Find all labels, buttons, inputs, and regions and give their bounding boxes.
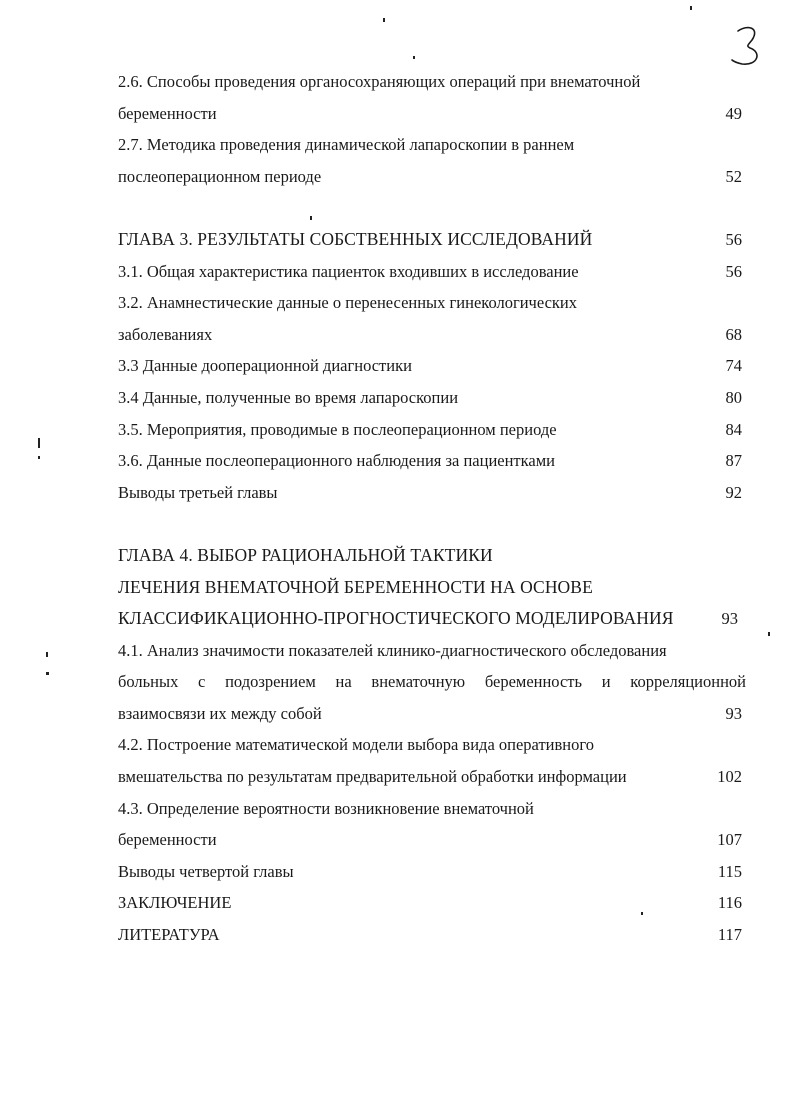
toc-entry-text: 4.1. Анализ значимости показателей клинико-диагностического обследования [118, 640, 667, 660]
toc-entry-4-1-cont [118, 666, 746, 698]
toc-page-number: 117 [717, 925, 742, 945]
handwritten-page-number [728, 22, 768, 72]
toc-entry-text: 3.6. Данные послеоперационного наблюдения за пациентками [118, 451, 556, 471]
toc-entry-2-7-cont [118, 161, 746, 193]
toc-entry-conclusions-4 [118, 856, 746, 888]
toc-entry-text: ЛИТЕРАТУРА [118, 925, 220, 945]
toc-page-number: 92 [725, 482, 742, 502]
toc-page-number: 93 [725, 703, 742, 723]
toc-chapter-title: ГЛАВА 4. ВЫБОР РАЦИОНАЛЬНОЙ ТАКТИКИ [118, 544, 493, 565]
toc-entry-3-4 [118, 382, 746, 414]
toc-page-number: 49 [725, 103, 742, 123]
toc-entry-4-3 [118, 793, 746, 825]
toc-entry-3-5 [118, 414, 746, 446]
toc-entry-text: Выводы четвертой главы [118, 861, 294, 881]
toc-entry-text: 4.2. Построение математической модели выбора вида оперативного [118, 735, 594, 755]
toc-chapter-3 [118, 224, 746, 256]
toc-page-number: 52 [725, 166, 742, 186]
toc-page-number: 102 [717, 767, 742, 787]
scan-speck [38, 438, 40, 448]
toc-entry-3-2 [118, 287, 746, 319]
toc-page-number: 116 [717, 893, 742, 913]
toc-entry-text: 3.1. Общая характеристика пациенток входивших в исследование [118, 261, 579, 281]
toc-entry-2-6-cont [118, 98, 746, 130]
scan-speck [768, 632, 770, 636]
toc-page-number: 56 [725, 229, 742, 249]
toc-entry-text: Выводы третьей главы [118, 482, 278, 502]
toc-entry-text: 2.7. Методика проведения динамической лапароскопии в раннем [118, 135, 575, 155]
toc-entry-4-2-cont [118, 761, 746, 793]
toc-entry-text: заболеваниях [118, 324, 213, 344]
toc-entry-3-1 [118, 256, 746, 288]
toc-entry-4-2 [118, 729, 746, 761]
toc-entry-4-3-cont [118, 824, 746, 856]
scan-speck [38, 456, 40, 459]
toc-entry-text: 2.6. Способы проведения органосохраняющих операций при внематочной [118, 72, 641, 91]
toc-entry-text: беременности [118, 830, 217, 850]
toc-entry-text: послеоперационном периоде [118, 166, 322, 186]
toc-page-number: 93 [721, 609, 738, 629]
scan-speck [383, 18, 385, 22]
spacer [118, 508, 746, 540]
toc-entry-2-6 [118, 66, 746, 98]
toc-entry-text: больных с подозрением на внематочную беременность и корреляционной [118, 672, 746, 692]
toc-entry-text: ЗАКЛЮЧЕНИЕ [118, 893, 232, 913]
toc-page-number: 107 [717, 830, 742, 850]
toc-entry-3-6 [118, 445, 746, 477]
toc-entry-2-7 [118, 129, 746, 161]
toc-entry-text: взаимосвязи их между собой [118, 703, 322, 723]
toc-chapter-4 [118, 540, 746, 572]
toc-entry-text: 3.3 Данные дооперационной диагностики [118, 356, 412, 376]
toc-chapter-4-cont [118, 572, 746, 604]
toc-entry-3-3 [118, 350, 746, 382]
toc-chapter-title: ГЛАВА 3. РЕЗУЛЬТАТЫ СОБСТВЕННЫХ ИССЛЕДОВАНИЙ [118, 228, 593, 249]
scan-speck [413, 56, 415, 59]
toc-entry-text: 3.4 Данные, полученные во время лапароскопии [118, 387, 459, 407]
toc-entry-literature [118, 919, 746, 951]
toc-entry-text: вмешательства по результатам предварительной обработки информации [118, 767, 627, 787]
toc-chapter-4-cont [118, 603, 746, 635]
toc-page-number: 56 [725, 261, 742, 281]
toc-page-number: 74 [725, 356, 742, 376]
toc-entry-text: беременности [118, 103, 217, 123]
toc-chapter-title: ЛЕЧЕНИЯ ВНЕМАТОЧНОЙ БЕРЕМЕННОСТИ НА ОСНОВЕ [118, 576, 593, 597]
toc-entry-4-1 [118, 635, 746, 667]
toc-entry-4-1-cont [118, 698, 746, 730]
table-of-contents [118, 66, 746, 951]
toc-entry-conclusion [118, 887, 746, 919]
toc-page-number: 68 [725, 324, 742, 344]
toc-page-number: 80 [725, 387, 742, 407]
spacer [118, 192, 746, 224]
toc-chapter-title: КЛАССИФИКАЦИОННО-ПРОГНОСТИЧЕСКОГО МОДЕЛИРОВАНИЯ [118, 608, 674, 629]
scan-speck [46, 672, 49, 675]
toc-page-number: 115 [717, 861, 742, 881]
toc-entry-text: 4.3. Определение вероятности возникновение внематочной [118, 798, 534, 818]
scan-speck [690, 6, 692, 10]
toc-page-number: 87 [725, 451, 742, 471]
toc-page-number: 84 [725, 419, 742, 439]
toc-entry-text: 3.2. Анамнестические данные о перенесенных гинекологических [118, 293, 578, 313]
scan-speck [46, 652, 48, 657]
toc-entry-conclusions-3 [118, 477, 746, 509]
toc-entry-3-2-cont [118, 319, 746, 351]
toc-entry-text: 3.5. Мероприятия, проводимые в послеоперационном периоде [118, 419, 557, 439]
